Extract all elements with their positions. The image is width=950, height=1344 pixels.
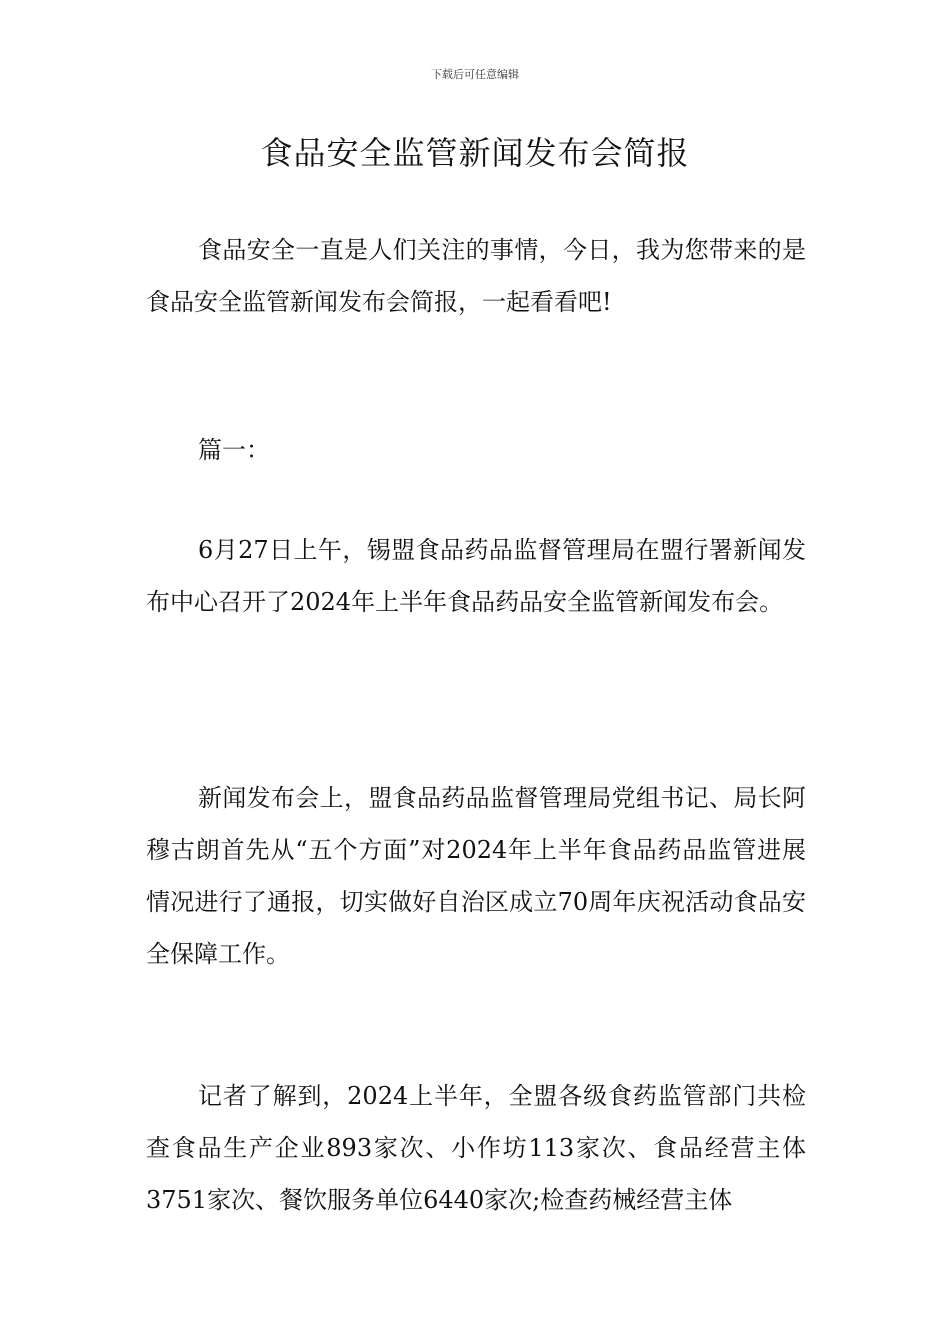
body-paragraph: 记者了解到，2024上半年，全盟各级食药监管部门共检查食品生产企业893家次、小作坊113家次、食品经营主体3751家次、餐饮服务单位6440家次;检查药械经营主体: [146, 1082, 806, 1214]
section-heading: 篇一：: [198, 436, 270, 464]
intro-paragraph: 食品安全一直是人们关注的事情，今日，我为您带来的是食品安全监管新闻发布会简报，一起看看吧!: [146, 236, 806, 316]
header-note: 下载后可任意编辑: [431, 68, 519, 81]
document-title: 食品安全监管新闻发布会简报: [260, 134, 690, 172]
body-paragraph: 新闻发布会上，盟食品药品监督管理局党组书记、局长阿穆古朗首先从“五个方面”对2024年上半年食品药品监管进展情况进行了通报，切实做好自治区成立70周年庆祝活动食品安全保障工作。: [146, 784, 806, 968]
body-paragraph: 6月27日上午，锡盟食品药品监督管理局在盟行署新闻发布中心召开了2024年上半年食品药品安全监管新闻发布会。: [146, 536, 806, 616]
